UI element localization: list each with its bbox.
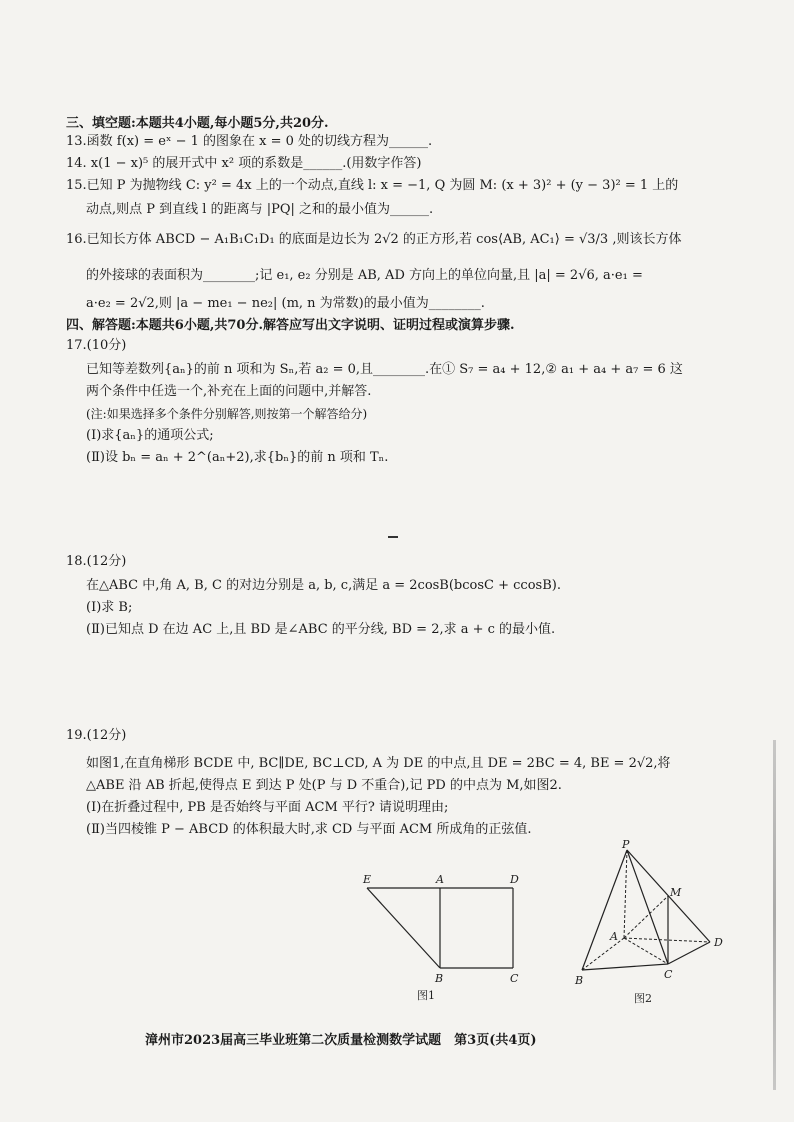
divider-mark <box>388 536 398 538</box>
fig2-label-B: B <box>575 974 584 987</box>
question-19-part1: (Ⅰ)在折叠过程中, PB 是否始终与平面 ACM 平行? 请说明理由; <box>86 800 449 815</box>
figure-1-trapezoid <box>355 868 535 1008</box>
question-16-line1: 16.已知长方体 ABCD − A₁B₁C₁D₁ 的底面是边长为 2√2 的正方形,若 cos⟨AB, AC₁⟩ = √3/3 ,则该长方体 <box>66 232 682 247</box>
question-15-line1: 15.已知 P 为抛物线 C: y² = 4x 上的一个动点,直线 l: x = −1, Q 为圆 M: (x + 3)² + (y − 3)² = 1 上的 <box>66 178 679 193</box>
question-17-line2: 两个条件中任选一个,补充在上面的问题中,并解答. <box>86 384 372 399</box>
fig1-label-D: D <box>510 873 519 886</box>
question-19-line1: 如图1,在直角梯形 BCDE 中, BC∥DE, BC⊥CD, A 为 DE 的中点,且 DE = 2BC = 4, BE = 2√2,将 <box>86 756 671 771</box>
question-17-part1: (Ⅰ)求{aₙ}的通项公式; <box>86 428 214 443</box>
fig2-caption: 图2 <box>634 992 652 1005</box>
page-footer: 漳州市2023届高三毕业班第二次质量检测数学试题 第3页(共4页) <box>145 1033 537 1048</box>
question-17-line1: 已知等差数列{aₙ}的前 n 项和为 Sₙ,若 a₂ = 0,且________.在① S₇ = a₄ + 12,② a₁ + a₄ + a₇ = 6 这 <box>86 362 683 377</box>
question-19-heading: 19.(12分) <box>66 728 127 743</box>
section3-heading: 三、填空题:本题共4小题,每小题5分,共20分. <box>66 116 329 131</box>
figure-2-pyramid <box>572 838 732 1010</box>
fig1-label-A: A <box>436 873 444 886</box>
question-17-note: (注:如果选择多个条件分别解答,则按第一个解答给分) <box>86 407 368 421</box>
question-13: 13.函数 f(x) = eˣ − 1 的图象在 x = 0 处的切线方程为______. <box>66 134 433 149</box>
fig2-label-A: A <box>610 930 618 943</box>
fig2-label-M: M <box>670 886 682 899</box>
question-15-line2: 动点,则点 P 到直线 l 的距离与 |PQ| 之和的最小值为______. <box>86 202 434 217</box>
question-16-line2: 的外接球的表面积为________;记 e₁, e₂ 分别是 AB, AD 方向上的单位向量,且 |a| = 2√6, a·e₁ = <box>86 268 643 283</box>
question-17-part2: (Ⅱ)设 bₙ = aₙ + 2^(aₙ+2),求{bₙ}的前 n 项和 Tₙ. <box>86 450 389 465</box>
question-17-heading: 17.(10分) <box>66 338 127 353</box>
question-14: 14. x(1 − x)⁵ 的展开式中 x² 项的系数是______.(用数字作答) <box>66 156 422 171</box>
fig2-label-P: P <box>622 838 630 851</box>
fig2-label-C: C <box>664 968 673 981</box>
fig2-label-D: D <box>714 936 723 949</box>
fig1-label-E: E <box>363 873 372 886</box>
fig1-caption: 图1 <box>417 989 435 1002</box>
question-19-part2: (Ⅱ)当四棱锥 P − ABCD 的体积最大时,求 CD 与平面 ACM 所成角的正弦值. <box>86 822 532 837</box>
question-19-line2: △ABE 沿 AB 折起,使得点 E 到达 P 处(P 与 D 不重合),记 PD 的中点为 M,如图2. <box>86 778 562 793</box>
question-18-line1: 在△ABC 中,角 A, B, C 的对边分别是 a, b, c,满足 a = 2cosB(bcosC + ccosB). <box>86 578 561 593</box>
fig1-label-C: C <box>510 972 519 985</box>
question-16-line3: a·e₂ = 2√2,则 |a − me₁ − ne₂| (m, n 为常数)的最小值为________. <box>86 296 485 311</box>
section4-heading: 四、解答题:本题共6小题,共70分.解答应写出文字说明、证明过程或演算步骤. <box>66 318 515 333</box>
fig1-label-B: B <box>435 972 444 985</box>
scan-edge-shadow <box>773 740 776 1090</box>
question-18-heading: 18.(12分) <box>66 554 127 569</box>
question-18-part2: (Ⅱ)已知点 D 在边 AC 上,且 BD 是∠ABC 的平分线, BD = 2,求 a + c 的最小值. <box>86 622 556 637</box>
question-18-part1: (Ⅰ)求 B; <box>86 600 133 615</box>
